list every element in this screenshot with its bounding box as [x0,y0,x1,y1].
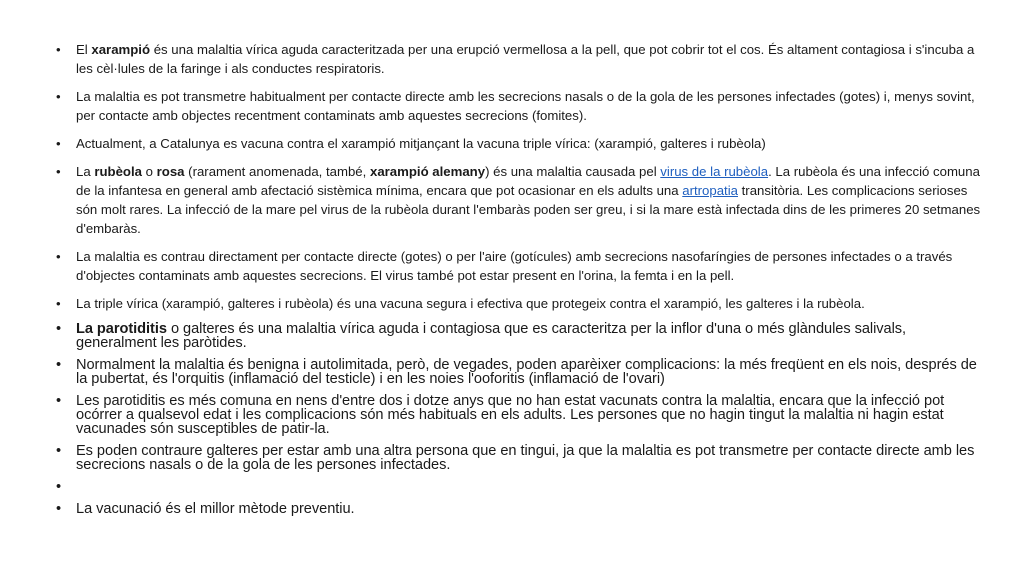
bullet-measles-definition: • El xarampió és una malaltia vírica aguda caracteritzada per una erupció vermellosa a la pell, que pot cobrir tot el cos. És altament contagiosa i s'incuba a les cèl·lules de la faringe i als conductes respiratoris. [56,42,975,76]
term-rosa: rosa [156,164,185,179]
bullet-icon: • [56,321,62,337]
bullet-rubella-definition: • La rubèola o rosa (rarament anomenada, també, xarampió alemany) és una malaltia causada pel virus de la rubèola. La rubèola és una infecció comuna de la infantesa en general amb afectació sistèmica mínima, encara que pot ocasionar en els adults una artropatia transitòria. Les complicacions serioses són molt rares. La infecció de la mare pel virus de la rubèola durant l'embaràs poden ser greu, i si la mare està infectada dins de les primeres 20 setmanes d'embaràs. [56,164,981,236]
bullet-mumps-complications: • Normalment la malaltia és benigna i autolimitada, però, de vegades, poden aparèixer complicacions: la més freqüent en els nois, després de la pubertat, és l'orquitis (inflamació del testicle) i en les noies l'ooforitis (inflamació de l'ovari) [56,357,977,387]
bullet-rubella-transmission: • La malaltia es contrau directament per contacte directe (gotes) o per l'aire (gotícules) amb secrecions nasofaríngies de persones infectades o a través d'objectes contaminats amb aquestes secrecions. El virus també pot estar present en l'orina, la femta i en la pell. [56,249,953,283]
bullet-vaccination-prevention: • La vacunació és el millor mètode preventiu. [56,501,355,517]
bullet-mmr-vaccine: • La triple vírica (xarampió, galteres i rubèola) és una vacuna segura i efectiva que protegeix contra el xarampió, les galteres i la rubèola. [56,296,865,311]
bullet-mumps-definition: • La parotiditis o galteres és una malaltia vírica aguda i contagiosa que es caracteritza per la inflor d'una o més glàndules salivals, generalment les paròtides. [56,321,907,351]
link-artropatia[interactable]: artropatia [682,183,738,198]
bullet-icon: • [56,89,61,104]
bullet-icon: • [56,42,61,57]
bullet-icon: • [56,249,61,264]
bullet-mumps-transmission: • Es poden contraure galteres per estar amb una altra persona que en tingui, ja que la malaltia es pot transmetre per contacte directe amb les secrecions nasals o de la gola de les persones infectades. [56,443,975,473]
link-virus-rubeola[interactable]: virus de la rubèola [660,164,769,179]
term-rubeola: rubèola [94,164,142,179]
bullet-empty [56,480,986,494]
bullet-measles-transmission: • La malaltia es pot transmetre habitualment per contacte directe amb les secrecions nasals o de la gola de les persones infectades (gotes) i, menys sovint, per contacte amb objectes recentment contaminats amb aquestes secrecions (fomites). [56,89,975,123]
bullet-icon: • [56,501,62,517]
bullet-icon: • [56,479,62,495]
term-xarampio-alemany: xarampió alemany [369,164,486,179]
bullet-icon: • [56,357,62,373]
bullet-mumps-incidence: • Les parotiditis es més comuna en nens d'entre dos i dotze anys que no han estat vacunats contra la malaltia, encara que la infecció pot ocórrer a qualsevol edat i les complicacions són més habituals en els adults. Les persones que no hagin tingut la malaltia ni hagin estat vacunades són susceptibles de patir-la. [56,393,945,437]
term-xarampio: xarampió [91,42,151,57]
bullet-icon: • [56,443,62,459]
term-parotiditis: La parotiditis [76,321,167,337]
bullet-icon: • [56,164,61,179]
bullet-icon: • [56,296,61,311]
bullet-icon: • [56,136,61,151]
bullet-list [56,40,986,524]
bullet-measles-vaccine: • Actualment, a Catalunya es vacuna contra el xarampió mitjançant la vacuna triple vírica: (xarampió, galteres i rubèola) [56,136,766,151]
bullet-icon: • [56,393,62,409]
